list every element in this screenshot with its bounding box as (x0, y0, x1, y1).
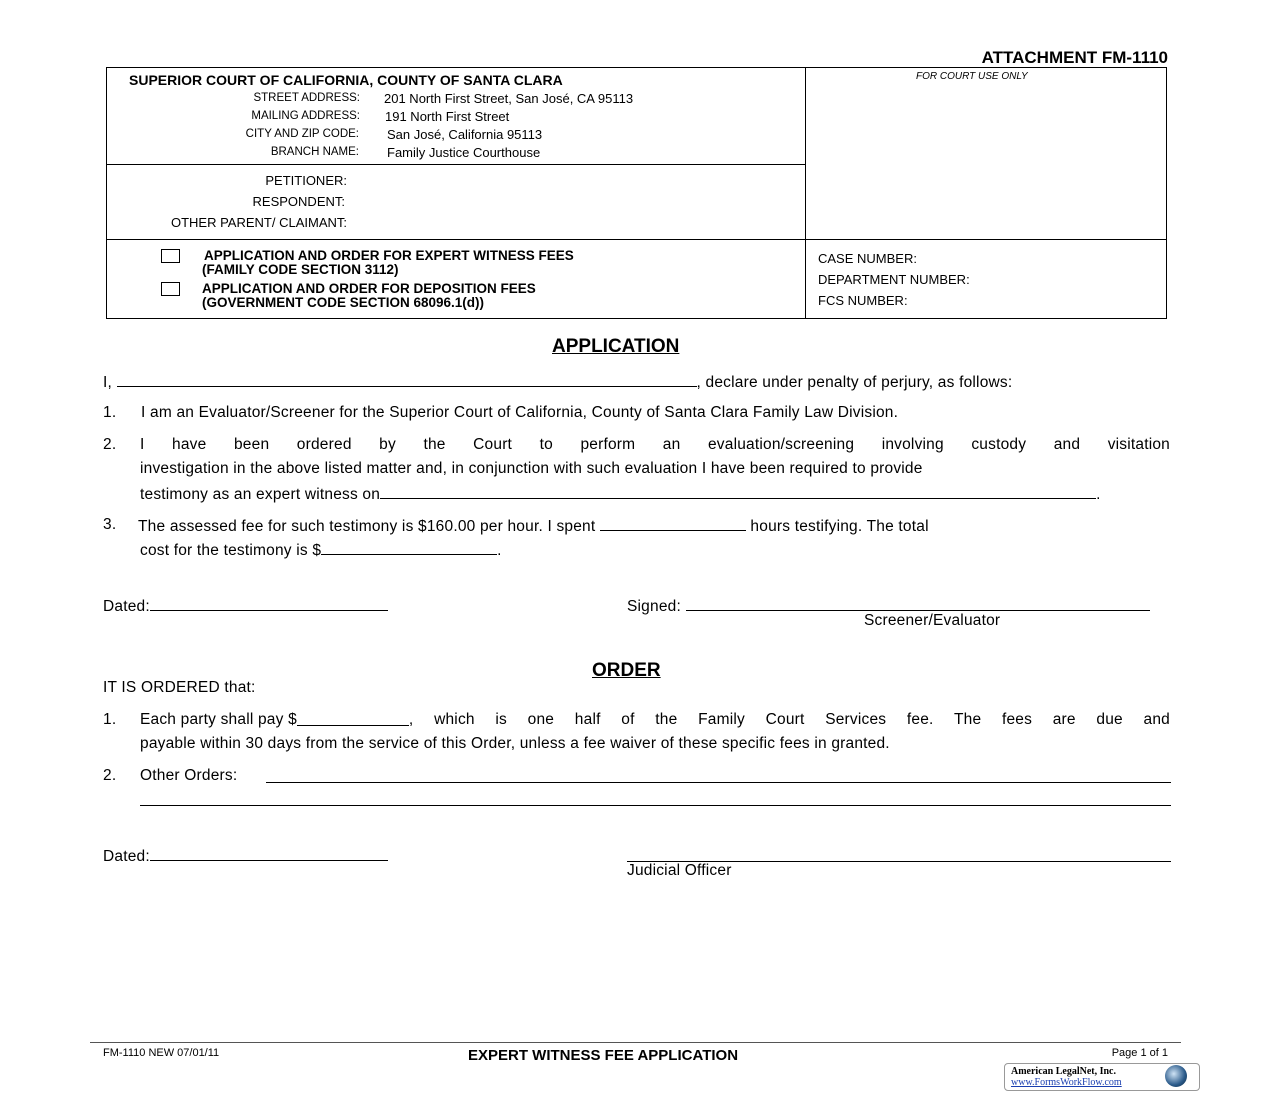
city-zip-value: San José, California 95113 (387, 127, 543, 142)
party-payment-field[interactable] (297, 711, 409, 726)
respondent-label: RESPONDENT: (252, 194, 345, 209)
hours-field[interactable] (600, 516, 746, 531)
order-date-field[interactable] (150, 846, 388, 861)
form-id: FM-1110 NEW 07/01/11 (103, 1047, 220, 1059)
application-title: APPLICATION (552, 336, 680, 357)
forms-workflow-link[interactable]: www.FormsWorkFlow.com (1011, 1077, 1122, 1088)
other-orders-label: Other Orders: (140, 767, 238, 784)
order-item1-line1: Each party shall pay $ , which is one half of the Family Court Services fee. The fees are due and (140, 711, 1170, 728)
expert-witness-checkbox[interactable] (161, 249, 180, 263)
other-orders-field-1[interactable] (266, 782, 1171, 783)
order-title: ORDER (592, 660, 661, 681)
order-dated: Dated: (103, 846, 388, 866)
app-item1-text: I am an Evaluator/Screener for the Superior Court of California, County of Santa Clara Family Law Division. (141, 404, 899, 421)
testimony-date-field[interactable] (380, 484, 1096, 499)
app-item2-line3: testimony as an expert witness on . (140, 486, 1101, 503)
order-item1-line2: payable within 30 days from the service of this Order, unless a fee waiver of these specific fees in granted. (140, 735, 890, 752)
judicial-officer-label: Judicial Officer (627, 862, 732, 879)
declarant-name-field[interactable] (117, 372, 697, 387)
app-item2-line2: investigation in the above listed matter and, in conjunction with such evaluation I have been required to provide (140, 460, 923, 477)
app-dated: Dated: (103, 596, 388, 616)
order-item2-number: 2. (103, 767, 117, 784)
declaration-line (103, 372, 1012, 392)
other-orders-field-2[interactable] (140, 805, 1171, 806)
case-number-label: CASE NUMBER: (818, 251, 917, 266)
footer-title: EXPERT WITNESS FEE APPLICATION (468, 1047, 739, 1064)
total-cost-field[interactable] (321, 540, 497, 555)
mailing-address-label: MAILING ADDRESS: (251, 110, 360, 122)
declaration-suffix: , declare under penalty of perjury, as follows: (696, 374, 1013, 391)
deposition-option-line2: (GOVERNMENT CODE SECTION 68096.1(d)) (202, 295, 485, 310)
globe-icon (1165, 1065, 1187, 1087)
order-intro: IT IS ORDERED that: (103, 679, 256, 696)
app-item3-line2: cost for the testimony is $ . (140, 542, 502, 559)
city-zip-label: CITY AND ZIP CODE: (245, 128, 359, 140)
signer-label: Screener/Evaluator (864, 612, 1001, 629)
expert-witness-option-line2: (FAMILY CODE SECTION 3112) (202, 262, 399, 277)
app-item2-number: 2. (103, 436, 117, 453)
deposition-checkbox[interactable] (161, 282, 180, 296)
street-address-label: STREET ADDRESS: (253, 92, 360, 104)
declarant-prefix: I, (103, 374, 113, 391)
app-item3-line1: The assessed fee for such testimony is $160.00 per hour. I spent hours testifying. The total (138, 518, 929, 535)
other-parent-label: OTHER PARENT/ CLAIMANT: (170, 215, 347, 230)
order-item1-number: 1. (103, 711, 117, 728)
street-address-value: 201 North First Street, San José, CA 95113 (384, 91, 634, 106)
court-use-label: FOR COURT USE ONLY (916, 71, 1028, 82)
signature-field[interactable] (686, 596, 1150, 611)
mailing-address-value: 191 North First Street (385, 109, 510, 124)
expert-witness-option-line1: APPLICATION AND ORDER FOR EXPERT WITNESS FEES (204, 248, 574, 263)
petitioner-label: PETITIONER: (265, 173, 347, 188)
department-number-label: DEPARTMENT NUMBER: (818, 272, 970, 287)
deposition-option-line1: APPLICATION AND ORDER FOR DEPOSITION FEES (202, 281, 536, 296)
branch-name-label: BRANCH NAME: (270, 146, 359, 158)
app-signed: Signed: (627, 596, 1150, 616)
app-item1-number: 1. (103, 404, 117, 421)
attachment-label: ATTACHMENT FM-1110 (981, 48, 1168, 67)
app-item3-number: 3. (103, 516, 117, 533)
app-date-field[interactable] (150, 596, 388, 611)
app-item2-line1: I have been ordered by the Court to perform an evaluation/screening involving custody and visitation (140, 436, 1170, 453)
branch-name-value: Family Justice Courthouse (387, 145, 541, 160)
fcs-number-label: FCS NUMBER: (818, 293, 908, 308)
american-legalnet-logo: American LegalNet, Inc. www.FormsWorkFlow.com (1004, 1063, 1200, 1091)
page-number: Page 1 of 1 (1111, 1047, 1168, 1059)
court-name: SUPERIOR COURT OF CALIFORNIA, COUNTY OF SANTA CLARA (129, 72, 563, 88)
